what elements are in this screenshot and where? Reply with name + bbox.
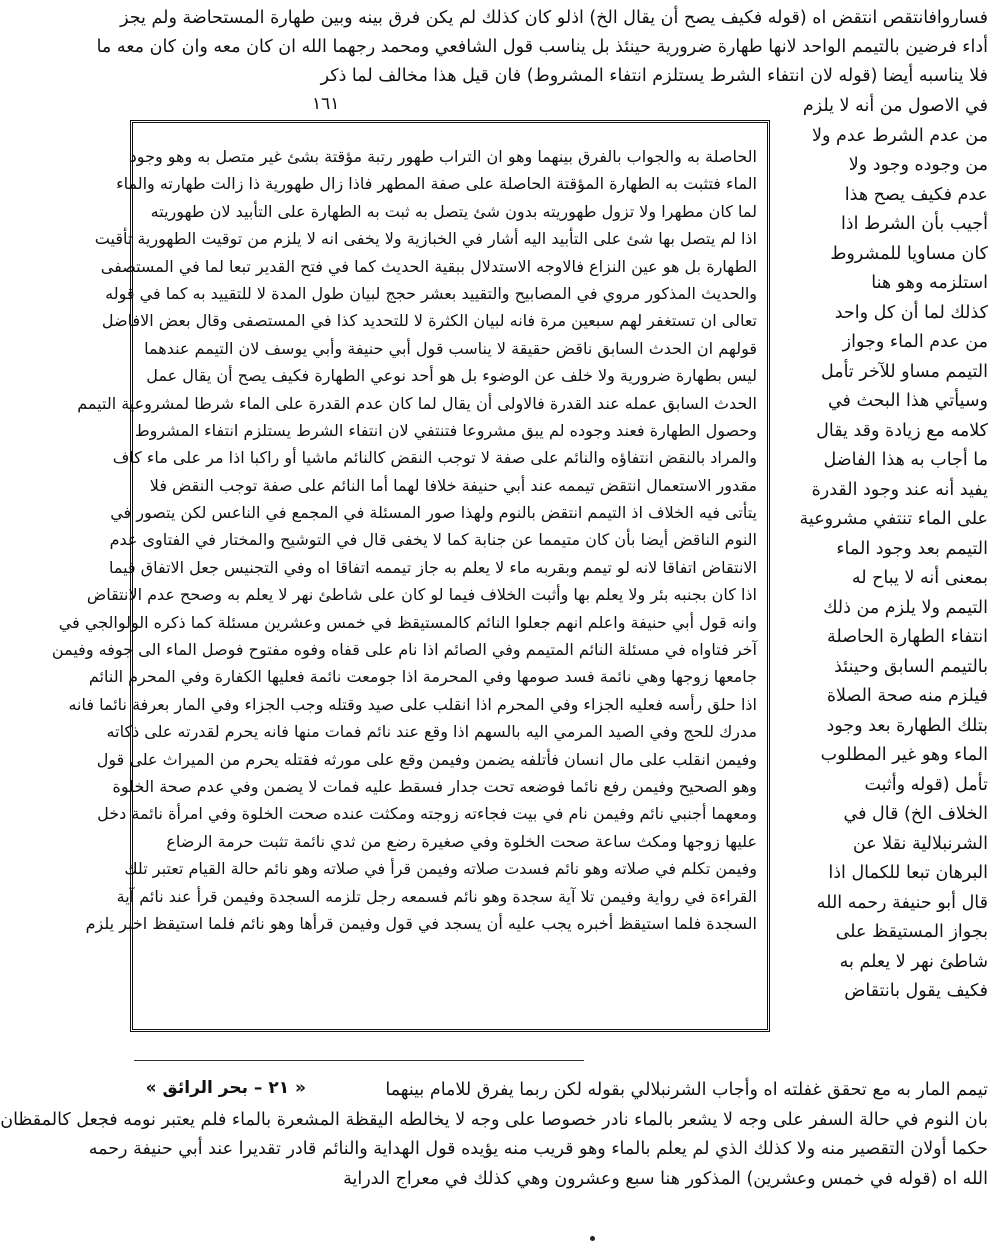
side-line: البرهان تبعا للكمال اذا (828, 863, 988, 883)
box-line: وانه قول أبي حنيفة واعلم انهم جعلوا النائم كالمستيقظ في خمس وعشرين مسئلة كما ذكره الولوالجي في (58, 612, 757, 632)
side-line: الماء وهو غير المطلوب (820, 745, 988, 765)
footer-line: حكما أولان التقصير منه ولا كذلك الذي لم يعلم بالماء وهو قريب منه يؤيده قول الهداية والنائم قادر تقديرا عند أبي حنيفة رحمه (88, 1139, 988, 1159)
box-line: قولهم ان الحدث السابق ناقض حقيقة لا يناسب قول أبي حنيفة وأبي يوسف لان التيمم عندهما (144, 338, 757, 358)
side-line: التيمم مساو للآخر تأمل (820, 361, 988, 382)
side-line: كذلك لما أن كل واحد (834, 302, 988, 323)
volume-signature: « ٢١ – بحر الرائق » (145, 1078, 306, 1098)
box-line: جامعها زوجها وهي نائمة فسد صومها وفي المحرمة اذا جومعت نائمة فعليها الكفارة وفي المحرم النائم (88, 667, 757, 687)
side-line: من عدم الماء وجواز (842, 332, 988, 352)
footer-line: تيمم المار به مع تحقق غفلته اه وأجاب الشرنبلالي بقوله لكن ربما يفرق للامام بينهما (385, 1080, 988, 1100)
box-line: ليس بطهارة ضرورية ولا خلف عن الوضوء بل هو أحد نوعي الطهارة فكيف يصح أن يقال عمل (146, 366, 757, 386)
box-line: اذا لم يتصل بها شئ على التأبيد اليه أشار في الخبازية ولا يخفى انه لا يلزم من توقيت الطهورية تأقيت (94, 229, 757, 249)
box-line: وحصول الطهارة فعند وجوده لم يبق مشروعا فتنتفي لان انتفاء الشرط يستلزم انتفاء المشروط (134, 420, 757, 440)
side-commentary (799, 92, 988, 1007)
box-line: يتأتى فيه الخلاف اذ التيمم انتقض بالنوم ولهذا صور المسئلة في المجمع في الناعس لكن يتصور في (110, 503, 757, 523)
box-line: وفيمن انقلب على مال انسان فأتلفه يضمن وفيمن وقع على مورثه فقتله يحرم من الميراث على قول (96, 749, 757, 769)
side-line: من وجوده وجود ولا (848, 155, 988, 175)
box-line: وهو الصحيح وفيمن رفع نائما فوضعه تحت جدار فسقط عليه فمات لا يضمن وفي عدم صحة الخلوة (112, 776, 757, 796)
page-number: ١٦١ (312, 94, 340, 114)
side-line: بتلك الطهارة بعد وجود (826, 715, 988, 736)
main-text-box (51, 120, 770, 1032)
side-line: قال أبو حنيفة رحمه الله (816, 892, 988, 913)
box-line: ومعهما أجنبي نائم وفيمن نام في بيت فجاءته زوجته ومكثت عنده صحت الخلوة وفي امرأة نائمة دخل (97, 804, 757, 824)
box-line: اذا حلق رأسه فعليه الجزاء وفي المحرم اذا انقلب على صيد وقتله وجب الجزاء وفي المار بعرفة نائما فانه (68, 694, 757, 714)
box-line: اذا كان بجنبه بئر ولا يعلم بها وأثبت الخلاف فيما لو كان على شاطئ نهر لا يعلم به وصحح عدم الانتقاض (86, 585, 757, 605)
box-line: الحاصلة به والجواب بالفرق بينهما وهو ان التراب طهور رتبة مؤقتة بشئ غير متصل به وهو وجود (129, 147, 757, 166)
box-line: وفيمن تكلم في صلاته وهو نائم فسدت صلاته وفيمن قرأ في صلاته وهو نائم حالة القيام تعتبر تلك (124, 859, 757, 879)
side-line: التيمم ولا يلزم من ذلك (823, 597, 988, 618)
box-line: مدرك للحج وفي الصيد المرمي اليه بالسهم اذا وقع عند نائم فمات منها فانه يحرم لقدرته على ذكاته (106, 722, 757, 742)
box-line: آخر فتاواه في مسئلة النائم المتيمم وفي الصائم اذا نام على قفاه وفوه مفتوح فوصل الماء الى جوفه وفيمن (51, 640, 757, 660)
side-line: كان مساويا للمشروط (830, 243, 988, 264)
box-line: لما كان مطهرا ولا تزول طهوريته بدون شئ يتصل به ثبت به الطهارة على التأبيد لان طهوريته (150, 201, 757, 221)
side-line: بجواز المستيقظ على (835, 922, 988, 942)
box-line: مقدور الاستعمال انتقض تيممه عند أبي حنيفة خلافا لهما أما النائم على صفة توجب النقض فلا (149, 475, 757, 495)
box-line: السجدة فلما استيقظ أخبره يجب عليه أن يسجد في قول وفيمن قرأها وهو نائم فلما استيقظ اخبر يلزم (85, 913, 757, 933)
box-line: والحديث المذكور مروي في المصابيح والتقييد بعشر حجج لبيان طول المدة لا للتقييد به كما في قوله (105, 283, 757, 303)
side-line: ما أجاب به هذا الفاضل (823, 450, 988, 470)
side-line: من عدم الشرط عدم ولا (812, 125, 988, 146)
side-line: أجيب بأن الشرط اذا (840, 214, 988, 234)
header-line: فلا يناسبه أيضا (قوله لان انتفاء الشرط يستلزم انتفاء المشروط) فان قيل هذا مخالف لما ذكر (320, 66, 988, 86)
side-line: انتفاء الطهارة الحاصلة (827, 627, 988, 647)
box-line: الانتقاض اتفاقا لانه لو تيمم وبقربه ماء لا يعلم به جاز تيممه اتفاقا اه وفي التجنيس جعل الاتفاق فيما (109, 557, 757, 577)
side-line: الشرنبلالية نقلا عن (852, 833, 988, 854)
divider (134, 1060, 584, 1061)
side-line: التيمم بعد وجود الماء (836, 538, 988, 559)
header-block (96, 4, 988, 91)
footer-line: بان النوم في حالة السفر على وجه لا يشعر بالماء نادر خصوصا على وجه لا يخالطه اليقظة المشعرة بالماء فلم يعتبر نومه فجعل كالمقظان (0, 1109, 988, 1130)
side-line: وسيأتي هذا البحث في (827, 391, 988, 411)
box-line: القراءة في رواية وفيمن تلا آية سجدة وهو نائم فسمعه رجل تلزمه السجدة وفيمن قرأ عند نائم آية (116, 886, 757, 906)
side-line: تأمل (قوله وأثبت (864, 774, 988, 795)
box-line: الطهارة بل هو عين النزاع فالاوجه الاستدلال ببقية الحديث كما في فتح القدير تبعا لما في المستصفى (100, 256, 757, 276)
side-line: فيلزم منه صحة الصلاة (826, 686, 988, 706)
side-line: استلزمه وهو هنا (871, 273, 988, 293)
footer-line: الله اه (قوله في خمس وعشرين) المذكور هنا سبع وعشرون وهي كذلك في معراج الدراية (343, 1168, 988, 1189)
side-line: عدم فكيف يصح هذا (844, 184, 988, 205)
side-line: بالتيمم السابق وحينئذ (834, 656, 988, 677)
side-line: شاطئ نهر لا يعلم به (839, 951, 988, 972)
page-dot (590, 1236, 595, 1241)
box-line: عليها زوجها ومكث ساعة صحت الخلوة وفي صغيرة رضع من ثدي نائمة تثبت حرمة الرضاع (166, 831, 757, 851)
box-line: الماء فتثبت به الطهارة المؤقتة الحاصلة على صفة المطهر فاذا زال طهورية ذا زالت طهارته والماء (116, 174, 757, 194)
box-line: النوم الناقض أيضا بأن كان متيمما عن جنابة كما لا يخفى قال في التوشيح والمختار في الفتاوى عدم (109, 530, 757, 550)
box-line: الحدث السابق عمله عند القدرة فالاولى أن يقال لما كان عدم القدرة على الماء شرطا لمشروعية التيمم (77, 393, 757, 413)
side-line: كلامه مع زيادة وقد يقال (816, 420, 988, 441)
box-line: تعالى ان تستغفر لهم سبعين مرة فانه لبيان الكثرة لا للتحديد كذا في المستصفى وقال بعض الافاضل (101, 311, 757, 331)
side-line: بمعنى أنه لا يباح له (851, 568, 988, 588)
side-line: في الاصول من أنه لا يلزم (802, 96, 988, 116)
header-line: أداء فرضين بالتيمم الواحد لانها طهارة ضرورية حينئذ بل يناسب قول الشافعي ومحمد رجهما الله ان كان معه وان كان معه ما (96, 37, 988, 57)
box-line: والمراد بالنقض انتفاؤه والنائم على صفة لا توجب النقض كالنائم ماشيا أو راكبا اذا مر على ماء كاف (112, 448, 757, 468)
side-line: على الماء تنتفي مشروعية (799, 509, 988, 529)
side-line: فكيف يقول بانتقاض (844, 981, 988, 1001)
side-line: يفيد أنه عند وجود القدرة (811, 479, 988, 500)
header-line: فساروافانتقص انتقض اه (قوله فكيف يصح أن يقال الخ) اذلو كان كذلك لم يكن فرق بينه وبين طهارة المستحاضة ولم يجز (120, 8, 988, 28)
side-line: الخلاف الخ) قال في (843, 804, 988, 824)
